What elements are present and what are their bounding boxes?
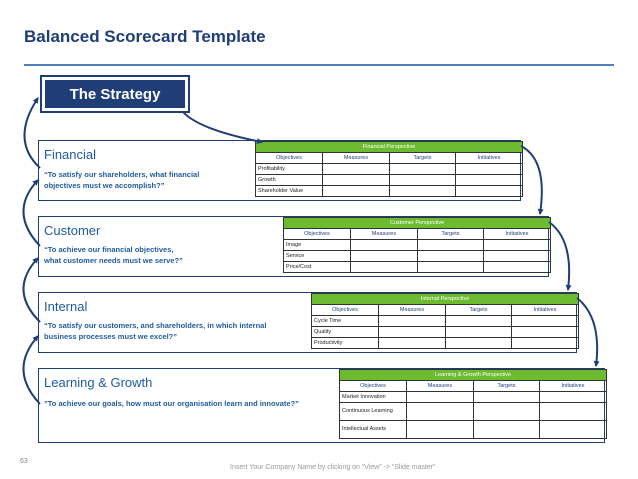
column-header: Objectives (312, 305, 379, 316)
customer-table-header: Customer Perspective (284, 218, 551, 229)
arrow-internal-to-customer (23, 258, 40, 322)
financial-question-line1: “To satisfy our shareholders, what financial (44, 170, 200, 179)
column-header: Targets (474, 381, 540, 392)
table-row-label: Growth (256, 175, 323, 186)
table-row-label: Productivity (312, 338, 379, 349)
arrow-customer-to-financial (23, 180, 40, 246)
arrow-financial-to-customer (521, 146, 542, 214)
table-row-label: Intellectual Assets (340, 421, 407, 439)
column-header: Measures (323, 153, 390, 164)
internal-question-line1: “To satisfy our customers, and shareholders, in which internal (44, 321, 267, 330)
column-header: Measures (407, 381, 474, 392)
internal-question-line2: business processes must we excel?” (44, 332, 177, 341)
column-header: Initiatives (540, 381, 607, 392)
table-row-label: Market Innovation (340, 392, 407, 403)
internal-table-header: Internal Perspective (312, 294, 579, 305)
column-header: Initiatives (512, 305, 579, 316)
column-header: Objectives (284, 229, 351, 240)
table-row-label: Quality (312, 327, 379, 338)
column-header: Objectives (256, 153, 323, 164)
table-row-label: Cycle Time (312, 316, 379, 327)
arrow-customer-to-internal (549, 222, 569, 290)
financial-table-header: Financial Perspective (256, 142, 523, 153)
strategy-label: The Strategy (45, 80, 185, 108)
column-header: Targets (446, 305, 512, 316)
arrow-learning-to-internal (23, 336, 40, 404)
internal-title: Internal (44, 299, 88, 314)
column-header: Targets (390, 153, 456, 164)
footer-text: Insert Your Company Name by clicking on “View” -> “Slide master” (230, 464, 436, 471)
page-number: 63 (20, 458, 28, 465)
customer-title: Customer (44, 223, 101, 238)
page-title: Balanced Scorecard Template (24, 27, 266, 46)
table-row-label: Profitability (256, 164, 323, 175)
table-row-label: Shareholder Value (256, 186, 323, 197)
customer-question-line2: what customer needs must we serve?” (44, 256, 183, 265)
column-header: Objectives (340, 381, 407, 392)
learning-growth-table-header: Learning & Growth Perspective (340, 370, 607, 381)
column-header: Measures (379, 305, 446, 316)
column-header: Initiatives (484, 229, 551, 240)
arrow-internal-to-learning (577, 298, 597, 366)
financial-question-line2: objectives must we accomplish?” (44, 181, 165, 190)
table-row-label: Continuous Learning (340, 403, 407, 421)
customer-question-line1: “To achieve our financial objectives, (44, 245, 174, 254)
arrow-strategy-to-financial (183, 112, 262, 142)
column-header: Initiatives (456, 153, 523, 164)
financial-title: Financial (44, 147, 97, 162)
table-row-label: Service (284, 251, 351, 262)
arrow-financial-to-strategy (24, 98, 40, 168)
column-header: Targets (418, 229, 484, 240)
table-row-label: Image (284, 240, 351, 251)
learning-growth-question: ”To achieve our goals, how must our organisation learn and innovate?” (44, 399, 299, 408)
table-row-label: Price/Cost (284, 262, 351, 273)
learning-growth-title: Learning & Growth (44, 375, 153, 390)
column-header: Measures (351, 229, 418, 240)
